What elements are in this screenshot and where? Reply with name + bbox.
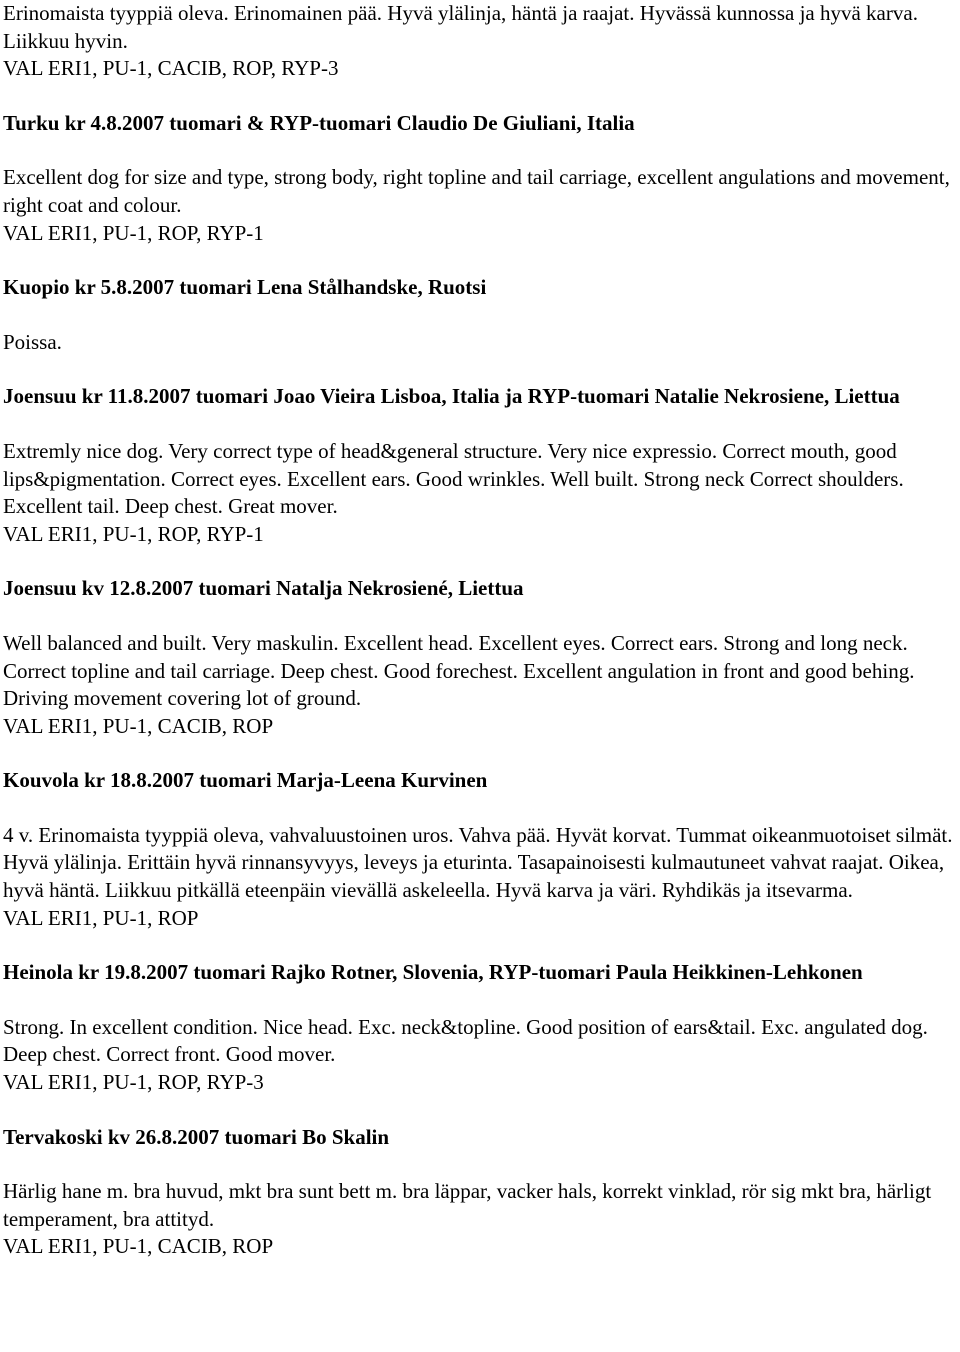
entry-result: VAL ERI1, PU-1, ROP, RYP-3	[3, 1070, 264, 1095]
entry-body: Härlig hane m. bra huvud, mkt bra sunt bett m. bra läppar, vacker hals, korrekt vinklad, rör sig mkt bra, härligt temperament, bra attityd.	[3, 1179, 932, 1231]
entry-turku	[3, 110, 960, 247]
intro-block	[3, 0, 960, 83]
entry-result: VAL ERI1, PU-1, CACIB, ROP	[3, 1234, 274, 1259]
entry-body: Excellent dog for size and type, strong body, right topline and tail carriage, excellent angulations and movement, right coat and colour.	[3, 165, 950, 217]
intro-body: Erinomaista tyyppiä oleva. Erinomainen pää. Hyvä ylälinja, häntä ja raajat. Hyvässä kunnossa ja hyvä karva. Liikkuu hyvin.	[3, 1, 918, 53]
entry-body: Extremly nice dog. Very correct type of head&general structure. Very nice expressio. Correct mouth, good lips&pigmentation. Correct eyes. Excellent ears. Good wrinkles. Well built. Strong neck Correct shoulders. Excellent tail. Deep chest. Great mover.	[3, 438, 904, 519]
entry-result: VAL ERI1, PU-1, ROP	[3, 905, 199, 930]
entry-heading: Joensuu kr 11.8.2007 tuomari Joao Vieira Lisboa, Italia ja RYP-tuomari Natalie Nekrosiene, Liettua	[3, 384, 900, 409]
entry-joensuu-kv	[3, 575, 960, 740]
entry-body: Strong. In excellent condition. Nice head. Exc. neck&topline. Good position of ears&tail. Exc. angulated dog. Deep chest. Correct front. Good mover.	[3, 1014, 928, 1067]
entry-heading: Kuopio kr 5.8.2007 tuomari Lena Stålhandske, Ruotsi	[3, 275, 487, 300]
entry-result: VAL ERI1, PU-1, CACIB, ROP	[3, 713, 274, 738]
entry-body: Poissa.	[3, 329, 62, 354]
entry-tervakoski	[3, 1124, 960, 1261]
entry-heading: Turku kr 4.8.2007 tuomari & RYP-tuomari Claudio De Giuliani, Italia	[3, 110, 635, 135]
entry-heinola	[3, 959, 960, 1096]
entry-result: VAL ERI1, PU-1, ROP, RYP-1	[3, 521, 264, 546]
entry-heading: Kouvola kr 18.8.2007 tuomari Marja-Leena Kurvinen	[3, 768, 488, 793]
intro-result: VAL ERI1, PU-1, CACIB, ROP, RYP-3	[3, 56, 339, 81]
entry-joensuu-kr	[3, 383, 960, 548]
entry-kuopio	[3, 274, 960, 356]
entry-result: VAL ERI1, PU-1, ROP, RYP-1	[3, 220, 264, 245]
entry-body: Well balanced and built. Very maskulin. Excellent head. Excellent eyes. Correct ears. Strong and long neck. Correct topline and tail carriage. Deep chest. Good forechest. Excellent angulation in front and good behing. Driving movement covering lot of ground.	[3, 630, 915, 711]
entry-heading: Heinola kr 19.8.2007 tuomari Rajko Rotner, Slovenia, RYP-tuomari Paula Heikkinen-Lehkonen	[3, 960, 863, 985]
entry-heading: Tervakoski kv 26.8.2007 tuomari Bo Skalin	[3, 1124, 390, 1149]
entry-body: 4 v. Erinomaista tyyppiä oleva, vahvaluustoinen uros. Vahva pää. Hyvät korvat. Tummat oikeanmuotoiset silmät. Hyvä ylälinja. Erittäin hyvä rinnansyvyys, leveys ja eturinta. Tasapainoisesti kulmautuneet vahvat raajat. Oikea, hyvä häntä. Liikkuu pitkällä eteenpäin vievällä askeleella. Hyvä karva ja väri. Ryhdikäs ja itsevarma.	[3, 822, 953, 903]
entry-heading: Joensuu kv 12.8.2007 tuomari Natalja Nekrosiené, Liettua	[3, 576, 524, 601]
entry-kouvola	[3, 767, 960, 932]
